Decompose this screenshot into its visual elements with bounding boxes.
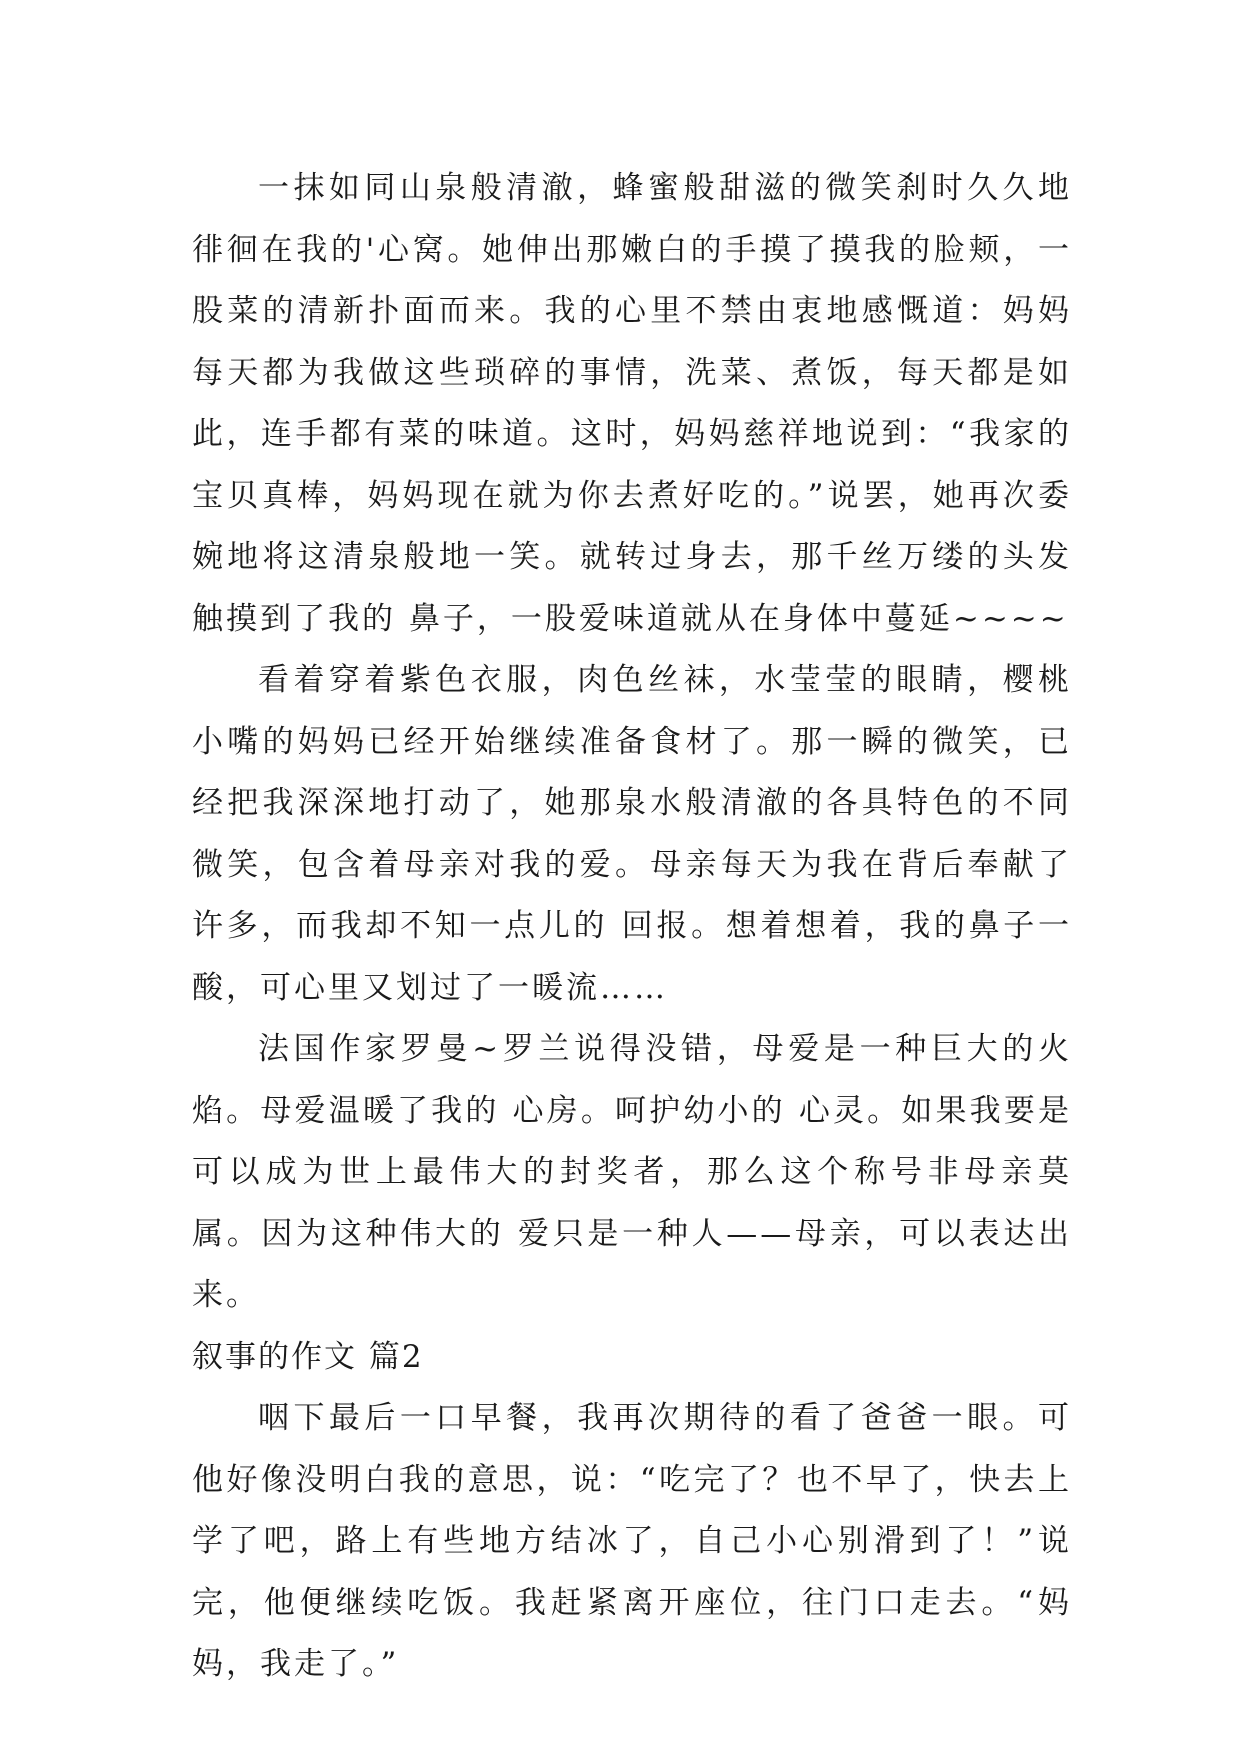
paragraph-mother-description: 看着穿着紫色衣服，肉色丝袜，水莹莹的眼睛，樱桃小嘴的妈妈已经开始继续准备食材了。那一瞬的微笑，已经把我深深地打动了，她那泉水般清澈的各具特色的不同微笑，包含着母亲对我的爱。母亲每天为我在背后奉献了许多，而我却不知一点儿的 回报。想着想着，我的鼻子一酸，可心里又划过了一暖流……	[192, 662, 1072, 1006]
paragraph-mother-love: 法国作家罗曼~罗兰说得没错，母爱是一种巨大的火焰。母爱温暖了我的 心房。呵护幼小的 心灵。如果我要是可以成为世上最伟大的封奖者，那么这个称号非母亲莫属。因为这种伟大的 爱只是一种人——母亲，可以表达出来。	[192, 1031, 1072, 1313]
paragraph-breakfast: 咽下最后一口早餐，我再次期待的看了爸爸一眼。可他好像没明白我的意思，说：“吃完了？也不早了，快去上学了吧，路上有些地方结冰了，自己小心别滑到了！”说完，他便继续吃饭。我赶紧离开座位，往门口走去。“妈妈，我走了。”	[192, 1400, 1072, 1682]
paragraph-smile: 一抹如同山泉般清澈，蜂蜜般甜滋的微笑刹时久久地徘徊在我的'心窝。她伸出那嫩白的手摸了摸我的脸颊，一股菜的清新扑面而来。我的心里不禁由衷地感慨道：妈妈每天都为我做这些琐碎的事情，洗菜、煮饭，每天都是如此，连手都有菜的味道。这时，妈妈慈祥地说到：“我家的宝贝真棒，妈妈现在就为你去煮好吃的。”说罢，她再次委婉地将这清泉般地一笑。就转过身去，那千丝万缕的头发触摸到了我的 鼻子，一股爱味道就从在身体中蔓延~~~~	[192, 170, 1072, 637]
section-heading: 叙事的作文 篇2	[192, 1338, 424, 1375]
document-page	[192, 158, 1072, 1696]
